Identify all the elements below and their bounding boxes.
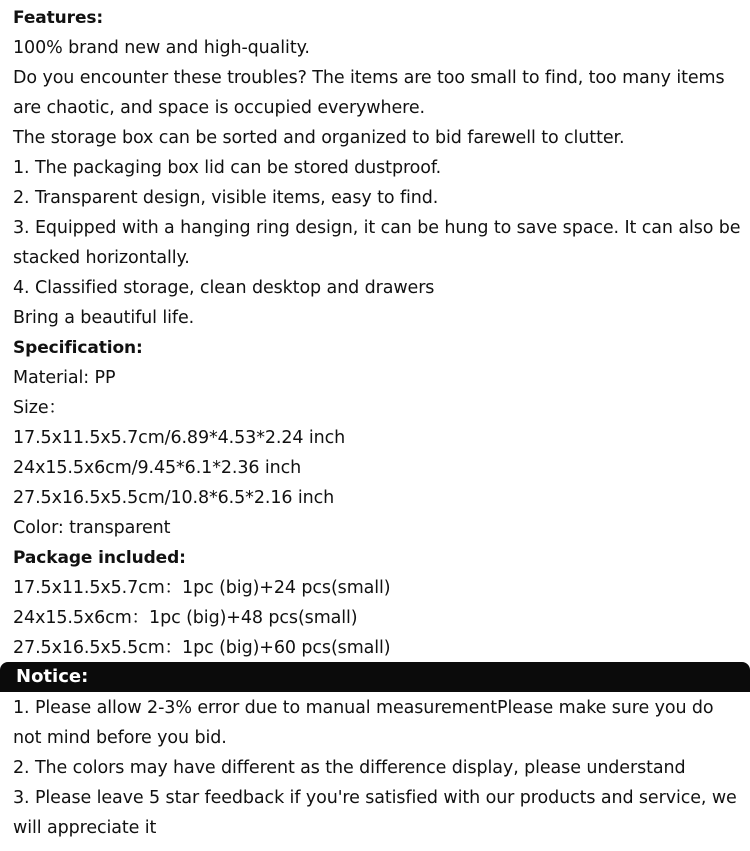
features-line: The storage box can be sorted and organized to bid farewell to clutter. (13, 128, 625, 148)
features-line: stacked horizontally. (13, 248, 190, 268)
features-line: are chaotic, and space is occupied everywhere. (13, 98, 426, 118)
package-line: 24x15.5x6cm：1pc (big)+48 pcs(small) (13, 608, 358, 628)
specification-line: 27.5x16.5x5.5cm/10.8*6.5*2.16 inch (13, 488, 335, 508)
package-line: 17.5x11.5x5.7cm：1pc (big)+24 pcs(small) (13, 578, 391, 598)
specification-line: 24x15.5x6cm/9.45*6.1*2.36 inch (13, 458, 302, 478)
notice-line: will appreciate it (13, 818, 157, 838)
features-line: 4. Classified storage, clean desktop and drawers (13, 278, 435, 298)
features-line: 3. Equipped with a hanging ring design, it can be hung to save space. It can also be (13, 218, 741, 238)
specification-heading: Specification: (13, 338, 143, 358)
features-line: Do you encounter these troubles? The items are too small to find, too many items (13, 68, 725, 88)
notice-line: 3. Please leave 5 star feedback if you're satisfied with our products and service, we (13, 788, 737, 808)
specification-line: Size： (13, 398, 66, 418)
notice-line: 2. The colors may have different as the difference display, please understand (13, 758, 686, 778)
features-line: 100% brand new and high-quality. (13, 38, 310, 58)
notice-heading: Notice: (16, 666, 89, 687)
package-line: 27.5x16.5x5.5cm：1pc (big)+60 pcs(small) (13, 638, 391, 658)
features-line: 2. Transparent design, visible items, easy to find. (13, 188, 439, 208)
notice-line: not mind before you bid. (13, 728, 227, 748)
specification-line: Material: PP (13, 368, 116, 388)
specification-line: 17.5x11.5x5.7cm/6.89*4.53*2.24 inch (13, 428, 346, 448)
features-line: 1. The packaging box lid can be stored dustproof. (13, 158, 442, 178)
features-line: Bring a beautiful life. (13, 308, 195, 328)
notice-banner (0, 662, 750, 692)
package-heading: Package included: (13, 548, 186, 568)
features-heading: Features: (13, 8, 104, 28)
specification-line: Color: transparent (13, 518, 171, 538)
notice-line: 1. Please allow 2-3% error due to manual measurementPlease make sure you do (13, 698, 714, 718)
